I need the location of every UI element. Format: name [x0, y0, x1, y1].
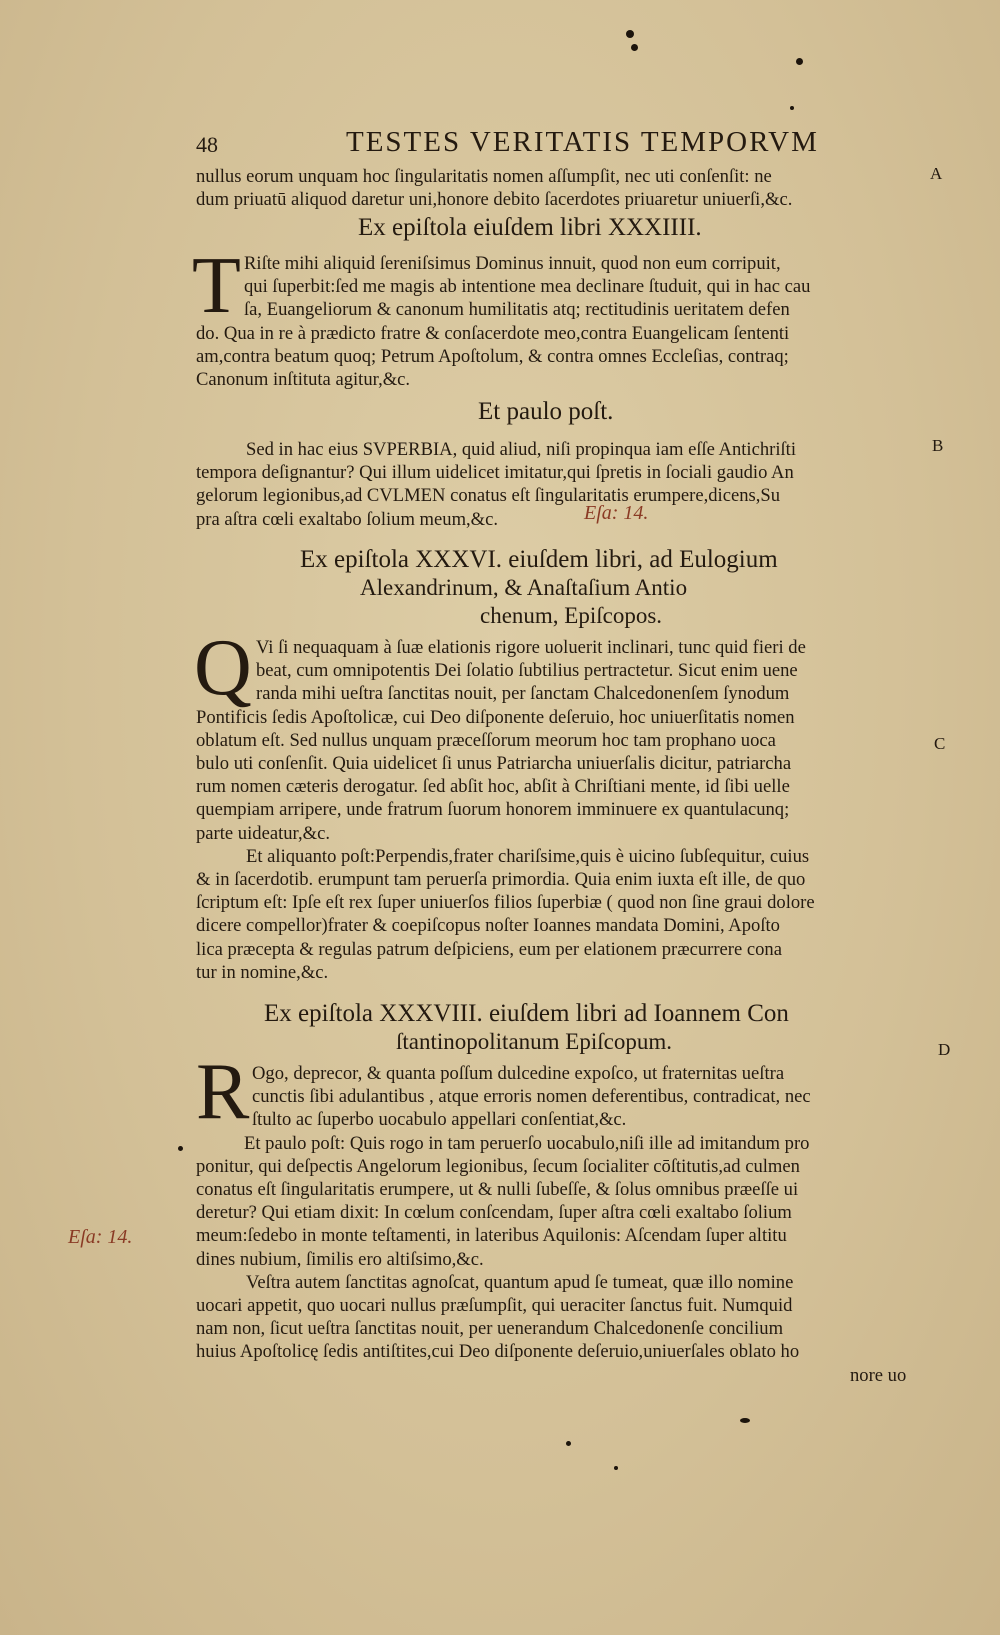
text-line: do. Qua in re à prædicto fratre & conſacerdote meo,contra Euangelicam ſententi	[196, 322, 790, 344]
margin-letter-d: D	[938, 1040, 951, 1059]
text-block-2	[196, 252, 931, 391]
text-line: randa mihi ueſtra ſanctitas nouit, per ſanctam Chalcedonenſem ſynodum	[256, 683, 790, 705]
drop-cap: R	[196, 1048, 250, 1136]
text-line: pra aſtra cœli exaltabo ſolium meum,&c.	[196, 508, 499, 530]
ink-speck	[740, 1418, 750, 1423]
text-line: rum nomen cæteris derogatur. ſed abſit hoc, abſit à Chriſtiani mente, id ſibi uelle	[196, 776, 790, 798]
text-line: ſcriptum eſt: Ipſe eſt rex ſuper uniuerſos filios ſuperbiæ ( quod non ſine graui dolore	[196, 892, 815, 914]
text-block-1	[196, 165, 931, 211]
section-heading: Ex epiſtola eiuſdem libri XXXIIII.	[358, 214, 702, 241]
text-line: dicere compellor)frater & coepiſcopus noſter Ioannes mandata Domini, Apoſto	[196, 915, 780, 937]
handwritten-annotation: Eſa: 14.	[68, 1226, 133, 1248]
text-line: nam non, ſicut ueſtra ſanctitas nouit, per uenerandum Chalcedonenſe concilium	[196, 1318, 784, 1340]
heading-line: Alexandrinum, & Anaſtaſium Antio	[360, 575, 688, 600]
running-header	[196, 126, 896, 160]
ink-speck	[566, 1441, 571, 1446]
ink-speck	[796, 58, 803, 65]
text-line: qui ſuperbit:ſed me magis ab intentione mea declinare ſtuduit, qui in hac cau	[244, 276, 811, 298]
text-line: conatus eſt ſingularitatis erumpere, ut & nulli ſubeſſe, & ſolus omnibus præeſſe ui	[196, 1179, 799, 1201]
ink-speck	[626, 30, 634, 38]
text-line: lica præcepta & regulas patrum deſpiciens, eum per elationem præcurrere cona	[196, 938, 782, 960]
text-line: Vi ſi nequaquam à ſuæ elationis rigore uoluerit inclinari, tunc quid fieri de	[256, 637, 806, 658]
text-line: dum priuatū aliquod daretur uni,honore debito ſacerdotes priuaretur uniuerſi,&c.	[196, 189, 793, 211]
running-title: TESTES VERITATIS TEMPORVM	[346, 126, 819, 158]
text-line: Riſte mihi aliquid ſereniſsimus Dominus innuit, quod non eum corripuit,	[244, 253, 781, 274]
text-line: tempora deſignantur? Qui illum uidelicet imitatur,qui ſpretis in ſociali gaudio An	[196, 462, 794, 484]
text-line: beat, cum omnipotentis Dei ſolatio ſubtilius pertractetur. Sicut enim uene	[256, 660, 798, 682]
text-line: tur in nomine,&c.	[196, 961, 329, 983]
text-line: dines nubium, ſimilis ero altiſsimo,&c.	[196, 1248, 484, 1270]
text-line: Et paulo poſt: Quis rogo in tam peruerſo uocabulo,niſi ille ad imitandum pro	[244, 1132, 810, 1154]
text-line: huius Apoſtolicę ſedis antiſtites,cui Deo diſponente deſeruio,uniuerſales oblato ho	[196, 1341, 800, 1363]
text-line: ſa, Euangeliorum & canonum humilitatis atq; rectitudinis ueritatem defen	[244, 299, 790, 321]
text-line: nore uo	[850, 1364, 907, 1386]
text-line: quempiam arripere, unde fratrum ſuorum honorem imminuere ex quantulacunq;	[196, 799, 790, 821]
text-block-4	[196, 636, 931, 984]
margin-letter-c: C	[934, 734, 946, 753]
ink-speck	[790, 106, 794, 110]
text-line: cunctis ſibi adulantibus , atque erroris nomen deferentibus, contradicat, nec	[252, 1086, 811, 1108]
text-block-3	[196, 438, 931, 531]
text-line: oblatum eſt. Sed nullus unquam præceſſorum meorum hoc tam prophano uoca	[196, 729, 776, 751]
text-line: Veſtra autem ſanctitas agnoſcat, quantum apud ſe tumeat, quæ illo nomine	[246, 1271, 794, 1293]
text-line: gelorum legionibus,ad CVLMEN conatus eſt ſingularitatis erumpere,dicens,Su	[196, 485, 781, 507]
section-heading	[300, 546, 778, 630]
drop-cap: T	[192, 242, 241, 330]
text-line: Et aliquanto poſt:Perpendis,frater chariſsime,quis è uicino ſubſequitur, cuius	[246, 845, 810, 867]
margin-letter-b: B	[932, 436, 944, 455]
text-line: Sed in hac eius SVPERBIA, quid aliud, niſi propinqua iam eſſe Antichriſti	[246, 439, 797, 460]
text-line: Ogo, deprecor, & quanta poſſum dulcedine expoſco, ut fraternitas ueſtra	[252, 1063, 785, 1084]
text-line: & in ſacerdotib. erumpunt tam peruerſa primordia. Quia enim iuxta eſt ille, de quo	[196, 869, 806, 891]
text-line: ſtulto ac ſuperbo uocabulo appellari conſentiat,&c.	[252, 1109, 627, 1131]
text-line: am,contra beatum quoq; Petrum Apoſtolum, & contra omnes Eccleſias, contraq;	[196, 345, 789, 367]
ink-speck	[614, 1466, 618, 1470]
text-line: meum:ſedebo in monte teſtamenti, in lateribus Aquilonis: Aſcendam ſuper altitu	[196, 1225, 787, 1247]
page-number: 48	[196, 132, 218, 157]
heading-line: Ex epiſtola XXXVI. eiuſdem libri, ad Eulogium	[300, 546, 778, 573]
section-heading	[264, 1000, 789, 1056]
handwritten-annotation: Eſa: 14.	[584, 502, 649, 524]
text-line: parte uideatur,&c.	[196, 822, 330, 844]
text-line: Canonum inſtituta agitur,&c.	[196, 369, 411, 391]
text-line: Pontificis ſedis Apoſtolicæ, cui Deo diſponente deſeruio, hoc uniuerſitatis nomen	[196, 706, 795, 728]
heading-line: Ex epiſtola XXXVIII. eiuſdem libri ad Ioannem Con	[264, 1000, 789, 1027]
drop-cap: Q	[194, 624, 252, 712]
text-line: ponitur, qui deſpectis Angelorum legionibus, ſecum ſocialiter cōſtitutis,ad culmen	[196, 1155, 800, 1177]
heading-line: ſtantinopolitanum Epiſcopum.	[396, 1029, 672, 1054]
margin-letter-a: A	[930, 164, 943, 183]
text-line: uocari appetit, quo uocari nullus præſumpſit, qui ueraciter ſanctus fuit. Numquid	[196, 1295, 793, 1317]
ink-speck	[178, 1146, 183, 1151]
ink-speck	[631, 44, 638, 51]
text-line: deretur? Qui etiam dixit: In cœlum conſcendam, ſuper aſtra cœli exaltabo ſolium	[196, 1202, 792, 1224]
heading-line: chenum, Epiſcopos.	[480, 603, 663, 628]
section-heading: Et paulo poſt.	[478, 398, 614, 425]
text-line: bulo uti conſenſit. Quia uidelicet ſi unus Patriarcha uniuerſalis dicitur, patriarcha	[196, 753, 792, 775]
text-line: nullus eorum unquam hoc ſingularitatis nomen aſſumpſit, nec uti conſenſit: ne	[196, 166, 772, 187]
text-block-5	[196, 1062, 931, 1387]
